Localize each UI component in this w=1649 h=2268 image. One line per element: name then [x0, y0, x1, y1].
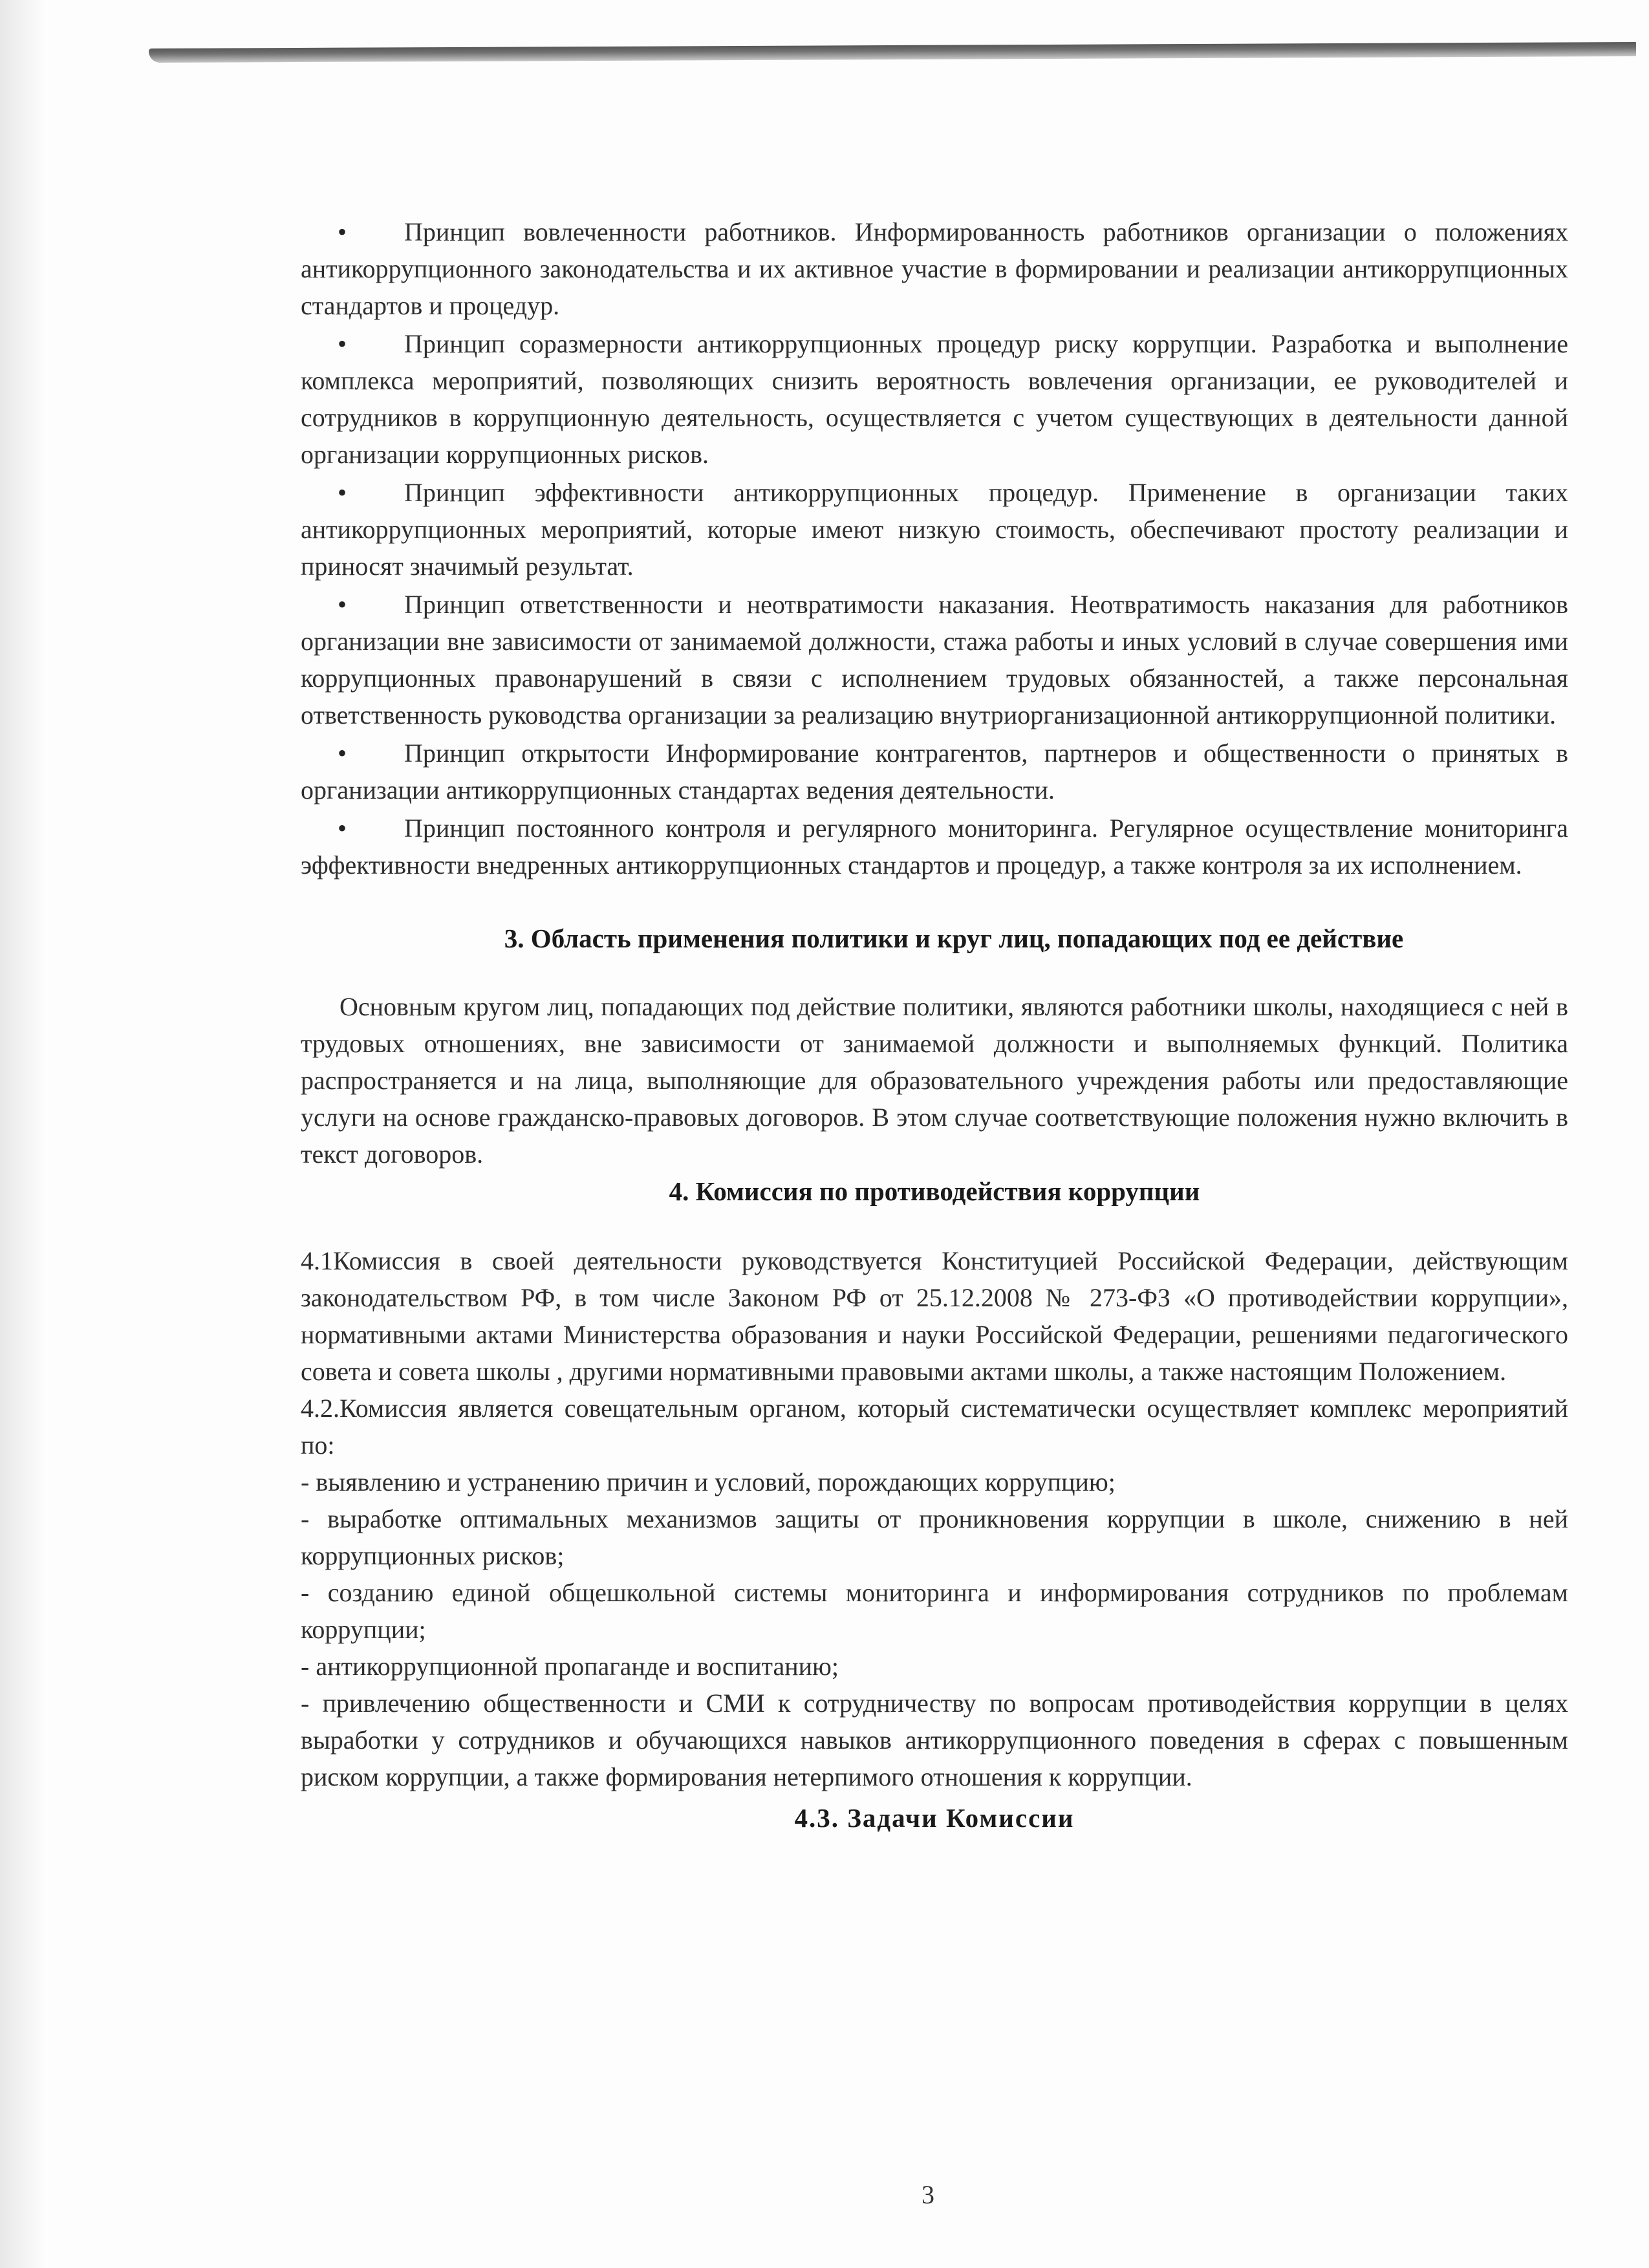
principle-item — [301, 213, 1568, 324]
principle-label: Принцип открытости — [404, 739, 650, 768]
bullet-icon: • — [338, 739, 347, 768]
principle-item — [301, 325, 1568, 473]
principle-label: Принцип эффективности антикоррупционных процедур. — [404, 478, 1099, 507]
bullet-icon: • — [338, 478, 347, 507]
bullet-icon: • — [338, 329, 347, 358]
page-number: 3 — [921, 2180, 934, 2209]
bullet-icon: • — [338, 217, 347, 246]
principle-item — [301, 735, 1568, 808]
principle-text: Информирование контрагентов, партнеров и общественности о принятых в организации антикоррупционных стандартах ведения деятельности. — [301, 739, 1568, 805]
section-3-text: Основным кругом лиц, попадающих под действие политики, являются работники школы, находящиеся с ней в трудовых отношениях, вне зависимости от занимаемой должности и выполняемых функций. Политика распространяется и на лица, выполняющие для образовательного учреждения работы или предоставляющие услуги на основе гражданско-правовых договоров. В этом случае соответствующие положения нужно включить в текст договоров. — [301, 992, 1568, 1169]
list-item: - созданию единой общешкольной системы мониторинга и информирования сотрудников по проблемам коррупции; — [301, 1578, 1568, 1644]
principle-label: Принцип вовлеченности работников. — [404, 217, 837, 246]
principle-text: Регулярное осуществление мониторинга эффективности внедренных антикоррупционных стандартов и процедур, а также контроля за их исполнением. — [301, 814, 1569, 880]
section-4-2-text: 4.2.Комиссия является совещательным органом, который систематически осуществляет комплекс мероприятий по: — [301, 1394, 1568, 1460]
scan-page-shadow — [0, 0, 45, 2268]
principle-item — [301, 474, 1568, 585]
section-4-3-heading: 4.3. Задачи Комиссии — [794, 1803, 1075, 1833]
section-4-heading: 4. Комиссия по противодействия коррупции — [669, 1176, 1200, 1206]
principle-text: Информированность работников организации о положениях антикоррупционного законодательства и их активное участие в формировании и реализации антикоррупционных стандартов и процедур. — [301, 217, 1569, 320]
principle-item — [301, 810, 1568, 883]
document-body — [301, 213, 1568, 1837]
principle-label: Принцип постоянного контроля и регулярного мониторинга. — [404, 814, 1099, 843]
principle-label: Принцип соразмерности антикоррупционных процедур риску коррупции. — [404, 329, 1257, 358]
principle-item — [301, 586, 1568, 733]
principle-text: Разработка и выполнение комплекса мероприятий, позволяющих снизить вероятность вовлечения организации, ее руководителей и сотрудников в коррупционную деятельность, осуществляется с учетом существующих в деятельности данной организации коррупционных рисков. — [301, 329, 1568, 469]
list-item: - выявлению и устранению причин и условий, порождающих коррупцию; — [301, 1467, 1116, 1496]
list-item: - антикоррупционной пропаганде и воспитанию; — [301, 1652, 839, 1681]
section-4-2-list — [301, 1463, 1568, 1795]
principle-label: Принцип ответственности и неотвратимости наказания. — [404, 590, 1055, 619]
section-3-heading: 3. Область применения политики и круг лиц, попадающих под ее действие — [504, 923, 1404, 953]
principles-list — [301, 213, 1568, 883]
bullet-icon: • — [338, 590, 347, 619]
principle-text: Применение в организации таких антикоррупционных мероприятий, которые имеют низкую стоимость, обеспечивают простоту реализации и приносят значимый результат. — [301, 478, 1569, 581]
bullet-icon: • — [338, 814, 347, 843]
principle-text: Неотвратимость наказания для работников организации вне зависимости от занимаемой должности, стажа работы и иных условий в случае совершения ими коррупционных правонарушений в связи с исполнением трудовых обязанностей, а также персональная ответственность руководства организации за реализацию внутриорганизационной антикоррупционной политики. — [301, 590, 1569, 729]
scan-top-edge — [149, 42, 1636, 63]
section-4-1-text: 4.1Комиссия в своей деятельности руководствуется Конституцией Российской Федерации, действующим законодательством РФ, в том числе Законом РФ от 25.12.2008 № 273-ФЗ «О противодействии коррупции», нормативными актами Министерства образования и науки Российской Федерации, решениями педагогического совета и совета школы , другими нормативными правовыми актами школы, а также настоящим Положением. — [301, 1246, 1568, 1386]
list-item: - выработке оптимальных механизмов защиты от проникновения коррупции в школе, снижению в ней коррупционных рисков; — [301, 1504, 1568, 1570]
list-item: - привлечению общественности и СМИ к сотрудничеству по вопросам противодействия коррупции в целях выработки у сотрудников и обучающихся навыков антикоррупционного поведения в сферах с повышенным риском коррупции, а также формирования нетерпимого отношения к коррупции. — [301, 1689, 1568, 1791]
